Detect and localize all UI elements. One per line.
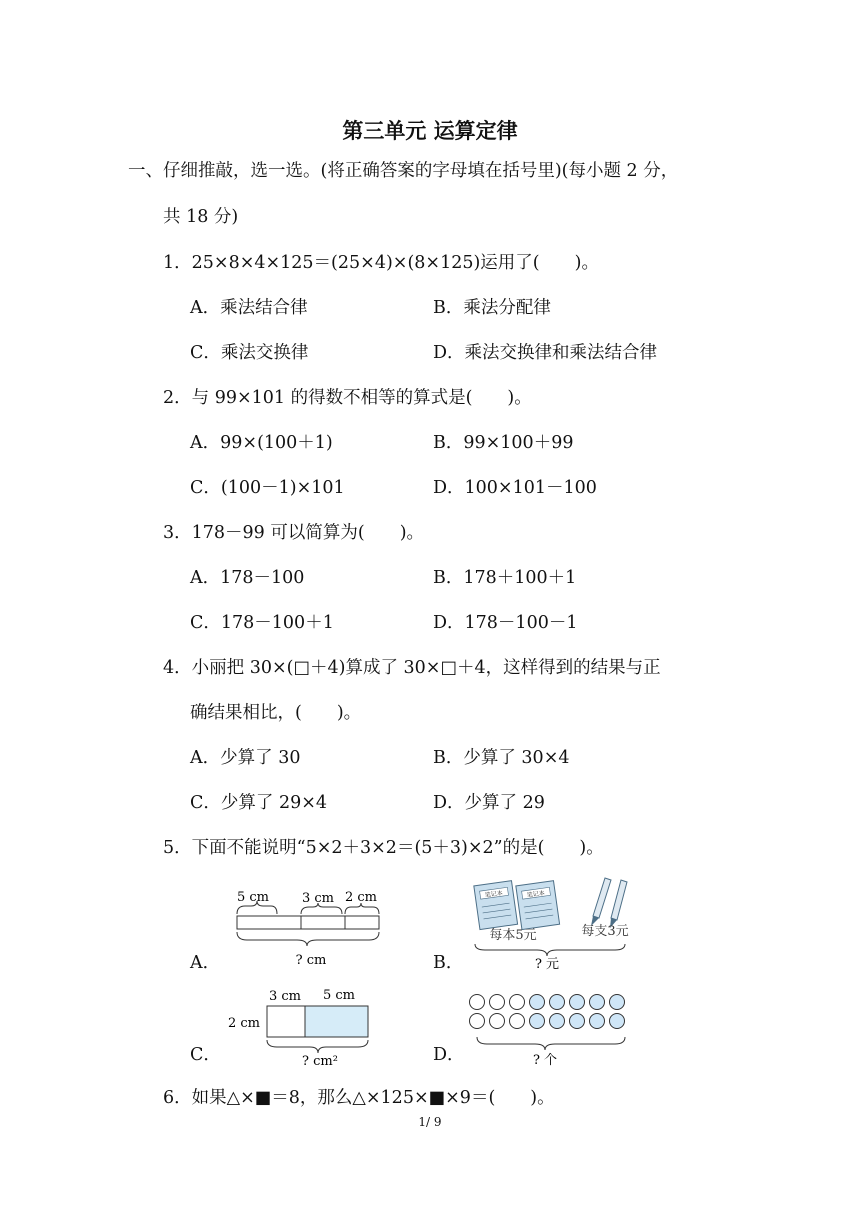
question-5-option-c: C． — [190, 1045, 221, 1065]
fig-d-total-brace — [477, 1037, 625, 1050]
filled-circle — [530, 995, 545, 1010]
question-2-option-a: A．99×(100＋1) — [190, 433, 333, 453]
filled-circle — [610, 1014, 625, 1029]
page-title: 第三单元 运算定律 — [342, 119, 518, 143]
fig-c-plain-part — [267, 1006, 305, 1037]
plain-circle — [490, 1014, 505, 1029]
question-2-option-c: C．(100－1)×101 — [190, 478, 345, 498]
fig-c-top-label-2: 5 cm — [322, 988, 356, 1003]
filled-circle — [550, 995, 565, 1010]
filled-circle — [590, 995, 605, 1010]
fig-b-total: ? 元 — [534, 957, 560, 972]
question-5-stem: 5．下面不能说明“5×2＋3×2＝(5＋3)×2”的是( )。 — [163, 838, 604, 858]
figure-a-segments — [225, 884, 395, 972]
figure-b-items — [465, 872, 643, 972]
question-3-option-b: B．178＋100＋1 — [433, 568, 577, 588]
question-1-option-b: B．乘法分配律 — [433, 298, 551, 318]
fig-c-total: ? cm² — [302, 1054, 338, 1068]
filled-circle — [570, 995, 585, 1010]
fig-a-total-brace — [237, 932, 379, 946]
notebook-icon — [474, 881, 518, 930]
plain-circle — [510, 1014, 525, 1029]
question-5-option-d: D． — [433, 1045, 465, 1065]
notebook-label-2: 笔记本 — [526, 889, 546, 900]
question-1-option-a: A．乘法结合律 — [190, 298, 308, 318]
fig-a-total: ? cm — [295, 953, 327, 968]
filled-circle — [590, 1014, 605, 1029]
fig-a-label-1: 5 cm — [236, 890, 270, 905]
plain-circle — [510, 995, 525, 1010]
filled-circle — [550, 1014, 565, 1029]
question-3-option-c: C．178－100＋1 — [190, 613, 334, 633]
fig-c-total-brace — [267, 1040, 368, 1053]
plain-circle — [490, 995, 505, 1010]
question-1-option-c: C．乘法交换律 — [190, 343, 309, 363]
pen-icon — [610, 880, 627, 928]
question-4-option-c: C．少算了 29×4 — [190, 793, 328, 813]
question-4-option-d: D．少算了 29 — [433, 793, 545, 813]
fig-a-label-2: 3 cm — [301, 891, 335, 906]
filled-circle — [530, 1014, 545, 1029]
fig-a-label-3: 2 cm — [344, 890, 378, 905]
question-3-option-a: A．178－100 — [190, 568, 305, 588]
question-3-option-d: D．178－100－1 — [433, 613, 578, 633]
figure-d-circles — [465, 992, 645, 1068]
question-5-option-a: A． — [190, 953, 221, 973]
question-2-stem: 2．与 99×101 的得数不相等的算式是( )。 — [163, 388, 532, 408]
question-2-option-b: B．99×100＋99 — [433, 433, 574, 453]
question-2-option-d: D．100×101－100 — [433, 478, 597, 498]
fig-a-bar — [237, 916, 379, 929]
filled-circle — [570, 1014, 585, 1029]
question-1-stem: 1．25×8×4×125＝(25×4)×(8×125)运用了( )。 — [163, 253, 599, 273]
question-4-stem-line2: 确结果相比，( )。 — [190, 703, 362, 723]
question-5-option-b: B． — [433, 953, 464, 973]
question-4-option-a: A．少算了 30 — [190, 748, 301, 768]
section-heading-line2: 共 18 分) — [163, 207, 239, 227]
notebook-icon — [516, 881, 560, 930]
question-4-option-b: B．少算了 30×4 — [433, 748, 570, 768]
fig-b-total-brace — [475, 944, 625, 956]
plain-circle — [470, 1014, 485, 1029]
plain-circle — [470, 995, 485, 1010]
question-1-option-d: D．乘法交换律和乘法结合律 — [433, 343, 658, 363]
pen-icon — [591, 878, 611, 926]
filled-circle — [610, 995, 625, 1010]
fig-c-top-label-1: 3 cm — [268, 989, 302, 1004]
fig-b-right-caption: 每支3元 — [581, 924, 629, 939]
fig-d-total: ? 个 — [532, 1053, 558, 1068]
fig-c-side-label: 2 cm — [227, 1016, 261, 1031]
notebook-label-1: 笔记本 — [484, 889, 504, 900]
question-4-stem-line1: 4．小丽把 30×(□＋4)算成了 30×□＋4，这样得到的结果与正 — [163, 658, 661, 678]
question-3-stem: 3．178－99 可以简算为( )。 — [163, 523, 425, 543]
question-6-stem: 6．如果△×■＝8，那么△×125×■×9＝( )。 — [163, 1088, 555, 1108]
fig-c-shaded-part — [305, 1006, 368, 1037]
section-heading-line1: 一、仔细推敲，选一选。(将正确答案的字母填在括号里)(每小题 2 分， — [128, 161, 679, 181]
figure-c-rectangle — [222, 982, 382, 1068]
fig-b-left-caption: 每本5元 — [489, 928, 537, 943]
page-number: 1/ 9 — [418, 1115, 442, 1129]
